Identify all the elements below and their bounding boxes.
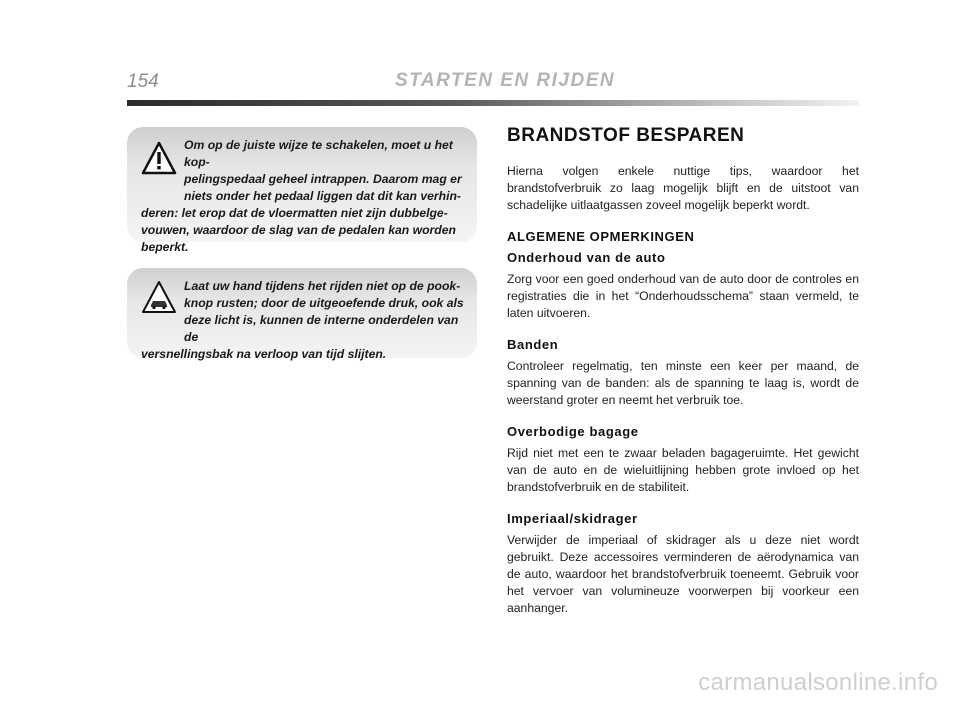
warning-line: versnellingsbak na verloop van tijd slijten. (141, 347, 387, 361)
subsection-text-luggage: Rijd niet met een te zwaar beladen bagageruimte. Het gewicht van de auto en de wieluitlijning hebben grote invloed op het brandstofverbruik en de stabiliteit. (507, 446, 859, 494)
header-rule (127, 100, 859, 106)
subsection-text-tyres: Controleer regelmatig, ten minste een keer per maand, de spanning van de banden: als de spanning te laag is, wordt de weerstand groter en neemt het verbruik toe. (507, 359, 859, 407)
subsection-text-roof-rack: Verwijder de imperiaal of skidrager als u deze niet wordt gebruikt. Deze accessoires verminderen de aërodynamica van de auto, waardoor het brandstofverbruik toeneemt. Gebruik voor het vervoer van volumineuze voorwerpen bij voorkeur een aanhanger. (507, 533, 859, 615)
main-content (507, 125, 859, 617)
warning-line: deze licht is, kunnen de interne onderdelen van de (184, 313, 459, 344)
subsection-heading-luggage: Overbodige bagage (507, 424, 639, 439)
general-heading: ALGEMENE OPMERKINGEN (507, 229, 695, 244)
warning-line: deren: let erop dat de vloermatten niet zijn dubbelge- (141, 206, 448, 220)
subsection-heading-tyres: Banden (507, 337, 559, 352)
warning-line: Om op de juiste wijze te schakelen, moet u het kop- (184, 138, 453, 169)
warning-line: pelingspedaal geheel intrappen. Daarom mag er (184, 172, 462, 186)
warning-line: knop rusten; door de uitgeoefende druk, ook als (184, 296, 464, 310)
running-header: STARTEN EN RIJDEN (395, 70, 616, 91)
warning-line: vouwen, waardoor de slag van de pedalen kan worden (141, 223, 456, 237)
warning-line: Laat uw hand tijdens het rijden niet op de pook- (184, 279, 461, 293)
warning-line: niets onder het pedaal liggen dat dit kan verhin- (184, 189, 461, 203)
warning-text-gear-knob (141, 278, 467, 363)
intro-paragraph: Hierna volgen enkele nuttige tips, waardoor het brandstofverbruik zo laag mogelijk blijft en de uitstoot van schadelijke uitlaatgassen zoveel mogelijk beperkt wordt. (507, 164, 859, 212)
subsection-heading-roof-rack: Imperiaal/skidrager (507, 511, 638, 526)
warning-line: beperkt. (141, 240, 189, 254)
warning-text-pedal (141, 137, 467, 256)
section-title: BRANDSTOF BESPAREN (507, 125, 745, 146)
subsection-text-maintenance: Zorg voor een goed onderhoud van de auto door de controles en registraties die in het “Onderhoudsschema” staan vermeld, te laten uitvoeren. (507, 272, 859, 320)
watermark: carmanualsonline.info (698, 669, 938, 696)
warning-box-gear-knob (127, 268, 477, 361)
subsection-heading-maintenance: Onderhoud van de auto (507, 250, 666, 265)
warning-box-pedal (127, 127, 477, 254)
page-number: 154 (127, 71, 159, 92)
